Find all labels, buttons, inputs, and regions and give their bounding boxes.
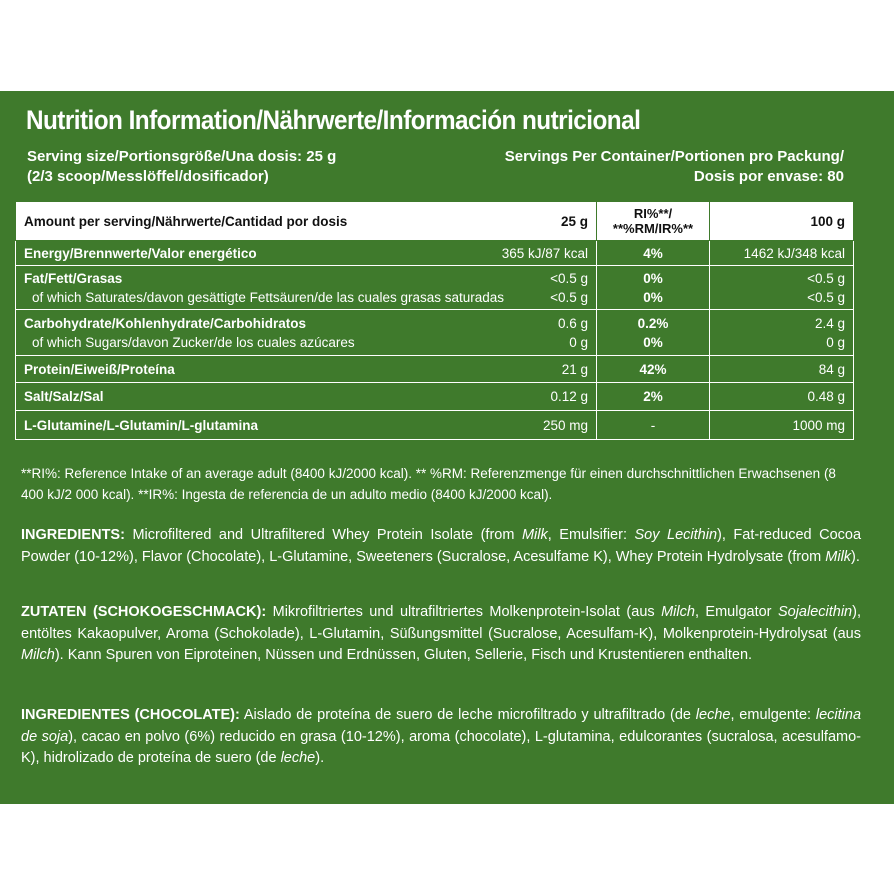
sugars-per-100: 0 g <box>826 334 845 350</box>
header-per-serving: 25 g <box>560 213 588 229</box>
carbs-label: Carbohydrate/Kohlenhydrate/Carbohidratos <box>24 315 307 331</box>
ingredients-de-allergen: Milch <box>21 647 55 663</box>
ingredients-en-heading: INGREDIENTS: <box>21 527 125 543</box>
ingredients-spanish <box>21 705 861 770</box>
ingredients-de-text: Mikrofiltriertes und ultrafiltriertes Molkenprotein-Isolat (aus <box>266 604 662 620</box>
ingredients-es-allergen: leche <box>280 750 316 766</box>
sugars-per-serving: 0 g <box>569 334 588 350</box>
salt-ri: 2% <box>597 383 710 411</box>
label-title: Nutrition Information/Nährwerte/Información nutricional <box>26 105 641 135</box>
table-row-protein <box>16 356 854 383</box>
ingredients-es-text: ), cacao en polvo (6%) reducido en grasa (10-12%), aroma (chocolate), L-glutamina, edulcorantes (sucralosa, acesulfamo-K), hidrolizado de proteína de suero (de <box>21 728 861 766</box>
sugars-label: of which Sugars/davon Zucker/de los cuales azúcares <box>32 334 355 350</box>
ingredients-de-text: , Emulgator <box>694 604 778 620</box>
servings-per-container-line: Servings Per Container/Portionen pro Packung/ <box>504 148 844 165</box>
saturates-ri: 0% <box>643 289 663 305</box>
protein-per-serving: 21 g <box>561 361 588 377</box>
table-row-salt <box>16 383 854 411</box>
table-row-energy <box>16 241 854 266</box>
ingredients-en-text: , Emulsifier: <box>547 527 635 543</box>
fat-ri: 0% <box>643 270 663 286</box>
ingredients-de-allergen: Sojalecithin <box>777 604 853 620</box>
protein-per-100: 84 g <box>710 356 854 383</box>
energy-per-100: 1462 kJ/348 kcal <box>710 241 854 266</box>
ingredients-de-allergen: Milch <box>661 604 695 620</box>
ingredients-english <box>21 525 861 568</box>
salt-per-serving: 0.12 g <box>550 389 588 404</box>
glutamine-per-serving: 250 mg <box>542 417 588 433</box>
nutrition-table <box>15 201 854 440</box>
salt-label: Salt/Salz/Sal <box>24 389 104 404</box>
protein-label: Protein/Eiweiß/Proteína <box>24 361 175 377</box>
carbs-per-100: 2.4 g <box>814 315 845 331</box>
servings-per-container <box>505 147 844 187</box>
energy-label: Energy/Brennwerte/Valor energético <box>24 245 257 261</box>
fat-per-100: <0.5 g <box>807 270 845 286</box>
carbs-per-100-cell <box>710 310 854 356</box>
ingredients-es-text: , emulgente: <box>730 707 816 723</box>
glutamine-ri: - <box>597 411 710 440</box>
ingredients-en-text: ), Fat-reduced Cocoa Powder (10-12%), Flavor (Chocolate), L-Glutamine, Sweeteners (Sucralose, Acesulfame K), Whey Protein Hydrolysate (from <box>21 527 862 565</box>
salt-cell <box>16 383 597 411</box>
fat-per-serving: <0.5 g <box>550 270 588 286</box>
ingredients-en-allergen: Milk <box>825 548 852 565</box>
ingredients-en-text: ). <box>851 548 860 565</box>
header-ri-line1: RI%**/ <box>633 206 673 221</box>
ingredients-es-heading: INGREDIENTES (CHOCOLATE): <box>21 707 240 723</box>
protein-cell <box>16 356 597 383</box>
ingredients-en-allergen: Milk <box>521 527 548 543</box>
fat-cell <box>16 266 597 310</box>
carbs-per-serving: 0.6 g <box>557 315 588 331</box>
ingredients-en-allergen: Soy Lecithin <box>634 527 718 543</box>
carbs-ri: 0.2% <box>637 315 669 331</box>
header-label: Amount per serving/Nährwerte/Cantidad por dosis <box>24 213 348 229</box>
fat-per-100-cell <box>710 266 854 310</box>
saturates-per-serving: <0.5 g <box>550 289 588 305</box>
nutrition-label-panel <box>0 91 894 804</box>
sugars-ri: 0% <box>643 334 663 350</box>
reference-intake-footnote: **RI%: Reference Intake of an average adult (8400 kJ/2000 kcal). ** %RM: Referenzmenge für einen durchschnittlichen Erwachsenen (8 400 kJ/2 000 kcal). **IR%: Ingesta de referencia de un adulto medio (8400 kJ/2000 kcal). <box>21 466 836 502</box>
table-row-carbohydrate <box>16 310 854 356</box>
glutamine-label: L-Glutamine/L-Glutamin/L-glutamina <box>24 417 258 433</box>
salt-per-100: 0.48 g <box>710 383 854 411</box>
header-ri-line2: **%RM/IR%** <box>612 221 694 236</box>
ingredients-es-allergen: lecitina de soja <box>21 707 862 745</box>
ingredients-es-text: ). <box>315 750 325 766</box>
saturates-per-100: <0.5 g <box>807 289 845 305</box>
glutamine-cell <box>16 411 597 440</box>
energy-ri: 4% <box>597 241 710 266</box>
header-ri <box>597 202 710 241</box>
serving-size <box>27 147 336 187</box>
table-header-row <box>16 202 854 241</box>
ingredients-es-text: Aislado de proteína de suero de leche microfiltrado y ultrafiltrado (de <box>239 707 696 723</box>
energy-cell <box>16 241 597 266</box>
ingredients-german <box>21 602 861 667</box>
fat-label: Fat/Fett/Grasas <box>24 270 123 286</box>
fat-ri-cell <box>597 266 710 310</box>
serving-size-line: Serving size/Portionsgröße/Una dosis: 25 g <box>27 148 337 165</box>
ingredients-de-heading: ZUTATEN (SCHOKOGESCHMACK): <box>21 604 267 620</box>
glutamine-per-100: 1000 mg <box>710 411 854 440</box>
table-row-fat <box>16 266 854 310</box>
serving-size-scoop-line: (2/3 scoop/Messlöffel/dosificador) <box>27 168 269 185</box>
header-label-and-serving <box>16 202 597 241</box>
saturates-label: of which Saturates/davon gesättigte Fettsäuren/de las cuales grasas saturadas <box>32 289 505 305</box>
ingredients-es-allergen: leche <box>695 707 731 723</box>
protein-ri: 42% <box>597 356 710 383</box>
servings-per-container-count: Dosis por envase: 80 <box>693 168 844 185</box>
carbs-cell <box>16 310 597 356</box>
header-per-100: 100 g <box>710 202 854 241</box>
energy-per-serving: 365 kJ/87 kcal <box>501 245 588 261</box>
table-row-glutamine <box>16 411 854 440</box>
ingredients-de-text: ), entöltes Kakaopulver, Aroma (Schokolade), L-Glutamin, Süßungsmittel (Sucralose, Acesulfam-K), Molkenprotein-Hydrolysat (aus <box>21 604 861 642</box>
ingredients-de-text: ). Kann Spuren von Eiproteinen, Nüssen und Erdnüssen, Gluten, Sellerie, Fisch und Krustentieren enthalten. <box>54 647 753 663</box>
ingredients-en-text: Microfiltered and Ultrafiltered Whey Protein Isolate (from <box>124 527 522 543</box>
carbs-ri-cell <box>597 310 710 356</box>
